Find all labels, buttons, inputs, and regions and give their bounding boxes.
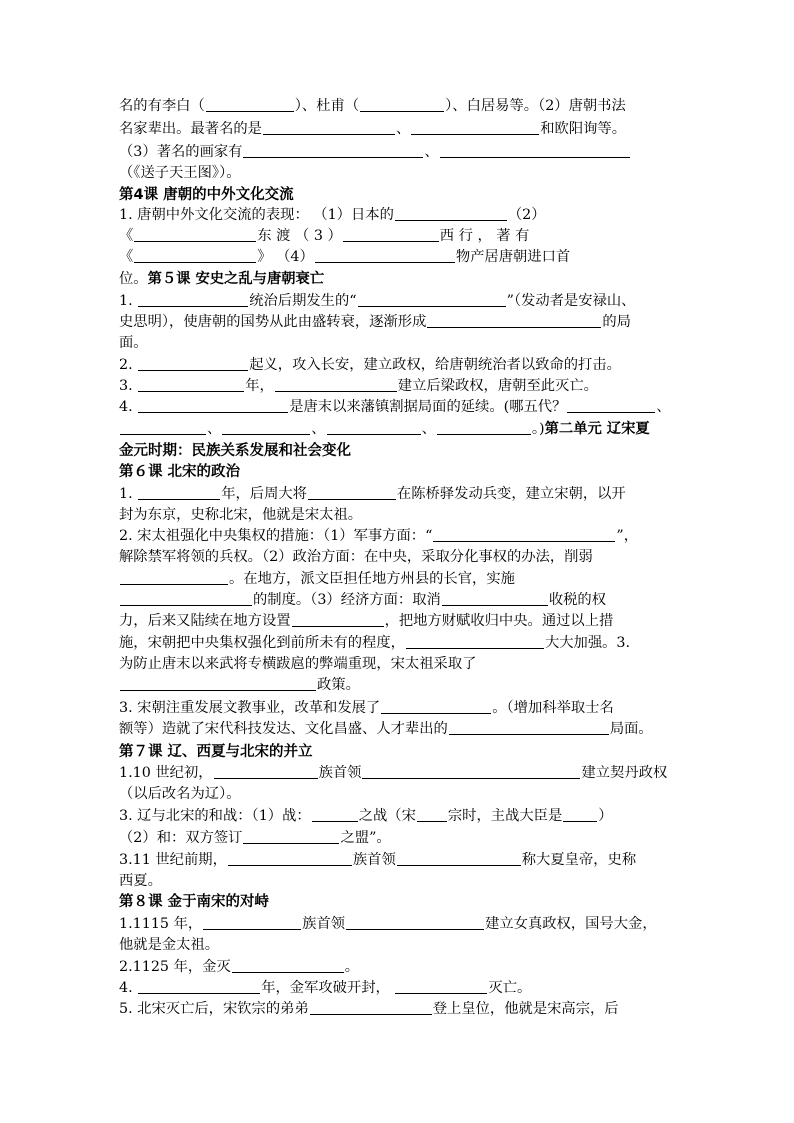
text-line [119,226,529,246]
fill-in-blank[interactable] [360,97,444,112]
fill-in-blank[interactable] [243,143,423,158]
text-line [119,247,570,267]
text-segment: 面。 [119,335,148,351]
section-heading [119,892,269,912]
text-segment: 。 [344,959,360,975]
text-segment: 史思明），使唐朝的国势从此由盛转衰，逐渐形成 [119,314,427,330]
text-segment: 称大夏皇帝，史称 [521,852,637,868]
fill-in-blank[interactable] [343,227,439,242]
text-segment: ”（发动者是安禄山、 [506,293,636,309]
fill-in-blank[interactable] [232,958,344,973]
text-segment: 、 [395,121,411,137]
fill-in-blank[interactable] [120,676,316,691]
fill-in-blank[interactable] [138,292,248,307]
text-segment: 西 行 ， 著 有 [439,228,530,244]
text-segment: 施，宋朝把中央集权强化到前所未有的程度， [119,635,405,651]
fill-in-blank[interactable] [138,979,260,994]
text-line [119,419,650,439]
text-segment: 建立契丹政权 [581,765,668,781]
text-segment: 之盟”。 [340,830,391,846]
text-line [119,698,614,718]
text-segment: 第８课 金于南宋的对峙 [119,894,270,910]
text-segment: 族首领 [318,765,362,781]
text-segment: 金元时期：民族关系发展和社会变化 [119,443,351,459]
text-segment: 年， [245,378,274,394]
text-segment: 3. [119,378,138,394]
text-line [119,675,360,695]
text-line [119,163,241,183]
fill-in-blank[interactable] [275,377,397,392]
text-segment: 族首领 [352,852,396,868]
text-segment: 宗时，主战大臣是 [447,808,563,824]
text-line [119,333,148,353]
text-line [119,828,391,848]
text-segment: 的局 [602,314,631,330]
text-segment: 5. 北宋灭亡后，宋钦宗的弟弟 [119,1001,309,1017]
text-segment: 族首领 [302,916,346,932]
fill-in-blank[interactable] [381,699,491,714]
text-segment: 物产居唐朝进口首 [455,249,571,265]
text-segment: 、 [424,144,439,160]
text-line [119,397,671,417]
fill-in-blank[interactable] [134,227,256,242]
text-segment: 。) [531,421,545,437]
text-line [119,957,359,977]
fill-in-blank[interactable] [362,764,580,779]
text-segment: 局面。 [609,721,653,737]
text-segment: 额等）造就了宋代科技发达、文化昌盛、人才辈出的 [119,721,448,737]
fill-in-blank[interactable] [222,420,310,435]
text-segment: ）、白居易等。（2）唐朝书法 [445,98,626,114]
fill-in-blank[interactable] [134,248,256,263]
text-line [119,526,638,546]
text-line [119,547,593,567]
text-segment: 力，后来又陆续在地方设置 [119,613,291,629]
text-line [119,611,613,631]
text-segment: 灭亡。 [488,980,532,996]
text-segment: 和欧阳询等。 [540,121,627,137]
text-segment: 建立后梁政权，唐朝至此灭亡。 [397,378,598,394]
text-segment: ） [598,808,613,824]
fill-in-blank[interactable] [563,807,597,822]
section-heading [119,742,313,762]
text-segment: 2. 宋太祖强化中央集权的措施：（1）军事方面：“ [119,528,433,544]
text-segment: 之战（宋 [358,808,416,824]
text-segment: （《送子天王图》）。 [119,165,241,181]
text-line [119,269,324,289]
text-segment: 、 [207,421,222,437]
text-line [119,654,476,674]
fill-in-blank[interactable] [263,120,395,135]
fill-in-blank[interactable] [138,377,244,392]
text-segment: 》 （4） [257,249,314,265]
fill-in-blank[interactable] [315,248,455,263]
fill-in-blank[interactable] [308,485,396,500]
fill-in-blank[interactable] [243,829,339,844]
text-segment: （以后改名为辽）。 [119,786,241,802]
text-segment: 政策。 [317,677,360,693]
text-segment: 、 [421,421,436,437]
fill-in-blank[interactable] [138,356,248,371]
text-line [119,719,653,739]
text-line [119,850,636,870]
text-line [119,784,241,804]
fill-in-blank[interactable] [312,807,358,822]
text-line [119,355,621,375]
text-segment: 3.11 世纪前期， [119,852,227,868]
fill-in-blank[interactable] [310,1000,432,1015]
text-line [119,871,162,891]
text-segment: 解除禁军将领的兵权。（2）政治方面：在中央，采取分化事权的办法，削弱 [119,549,593,565]
text-segment: 建立女真政权，国号大金， [485,916,657,932]
text-segment: 名家辈出。最著名的是 [119,121,262,137]
text-segment: 统治后期发生的“ [249,293,357,309]
text-segment: 年，后周大将 [221,486,307,502]
text-segment: 4. [119,980,138,996]
section-heading [119,441,351,461]
text-segment: ，把地方财赋收归中央。通过以上措 [384,613,614,629]
fill-in-blank[interactable] [346,915,484,930]
text-segment: 大大加强。3. [544,635,631,651]
fill-in-blank[interactable] [442,591,548,606]
text-segment: 西夏。 [119,873,162,889]
fill-in-blank[interactable] [206,97,294,112]
text-line [119,484,626,504]
text-segment: 收税的权 [548,592,606,608]
fill-in-blank[interactable] [411,120,539,135]
text-line [119,119,626,139]
text-segment: 名的有李白（ [119,98,205,114]
fill-in-blank[interactable] [449,720,609,735]
text-line [119,978,531,998]
fill-in-blank[interactable] [395,979,487,994]
fill-in-blank[interactable] [327,420,421,435]
text-segment: 2. [119,357,138,373]
fill-in-blank[interactable] [427,313,601,328]
text-segment: （3）著名的画家有 [119,144,243,160]
text-line [119,633,630,653]
fill-in-blank[interactable] [395,206,507,221]
section-heading-inline: 第５课 安史之乱与唐朝衰亡 [147,271,325,287]
fill-in-blank[interactable] [358,292,506,307]
text-line [119,205,546,225]
text-segment: 东 渡 （ 3 ） [257,228,342,244]
text-segment: ”， [616,528,638,544]
text-segment: 第4课 唐朝的中外文化交流 [119,187,294,203]
text-segment: 为防止唐末以来武将专横跋扈的弊端重现，宋太祖采取了 [119,656,477,672]
text-line [119,590,606,610]
text-segment: 1. [119,486,138,502]
text-segment: 年，金军攻破开封， [261,980,395,996]
text-segment: 2.1125 年，金灭 [119,959,231,975]
text-segment: 起义，攻入长安，建立政权，给唐朝统治者以致命的打击。 [249,357,621,373]
section-heading-inline: 第二单元 辽宋夏 [544,421,650,437]
text-line [119,96,626,116]
text-line [119,505,362,525]
fill-in-blank[interactable] [203,915,301,930]
text-line [119,312,631,332]
fill-in-blank[interactable] [120,591,252,606]
fill-in-blank[interactable] [120,420,206,435]
fill-in-blank[interactable] [440,143,630,158]
text-segment: （2） [507,207,546,223]
fill-in-blank[interactable] [292,612,384,627]
fill-in-blank[interactable] [437,420,531,435]
text-segment: 3. 辽与北宋的和战：（1）战： [119,808,311,824]
text-segment: 4. [119,399,138,415]
fill-in-blank[interactable] [120,570,228,585]
text-segment: 3. 宋朝注重发展文教事业，改革和发展了 [119,700,381,716]
fill-in-blank[interactable] [433,527,615,542]
section-heading [119,462,240,482]
text-line [119,763,667,783]
text-line [119,291,635,311]
text-segment: 《 [119,249,134,265]
text-segment: 登上皇位，他就是宋高宗，后 [432,1001,619,1017]
text-line [119,999,619,1019]
text-segment: 、 [311,421,326,437]
text-segment: 第６课 北宋的政治 [119,464,241,480]
fill-in-blank[interactable] [228,851,352,866]
text-line [119,376,598,396]
text-line [119,935,219,955]
text-segment: 《 [119,228,134,244]
text-segment: 封为东京，史称北宋，他就是宋太祖。 [119,507,363,523]
section-heading [119,185,294,205]
text-segment: 他就是金太祖。 [119,937,220,953]
text-segment: 的制度。（3）经济方面：取消 [253,592,441,608]
text-segment: 1.1115 年， [119,916,203,932]
text-line [119,569,515,589]
text-line [119,914,657,934]
text-segment: 位。 [119,271,148,287]
text-segment: 第７课 辽、西夏与北宋的并立 [119,744,313,760]
fill-in-blank[interactable] [138,398,288,413]
text-segment: 。在地方，派文臣担任地方州县的长官，实施 [229,571,515,587]
text-segment: 1. 唐朝中外文化交流的表现： （1）日本的 [119,207,394,223]
text-segment: 。（增加科举取士名 [492,700,614,716]
text-segment: 1. [119,293,138,309]
text-line [119,806,613,826]
fill-in-blank[interactable] [138,485,220,500]
text-segment: ）、杜甫（ [294,98,360,114]
text-line [119,142,631,162]
text-segment: 、 [656,399,671,415]
text-segment: （2）和：双方签订 [119,830,243,846]
fill-in-blank[interactable] [567,398,655,413]
fill-in-blank[interactable] [417,807,447,822]
text-segment: 是唐末以来藩镇割据局面的延续。(哪五代？ [289,399,567,415]
text-segment: 1.10 世纪初， [119,765,213,781]
fill-in-blank[interactable] [406,634,544,649]
text-segment: 在陈桥驿发动兵变，建立宋朝，以开 [396,486,626,502]
fill-in-blank[interactable] [214,764,318,779]
fill-in-blank[interactable] [397,851,521,866]
